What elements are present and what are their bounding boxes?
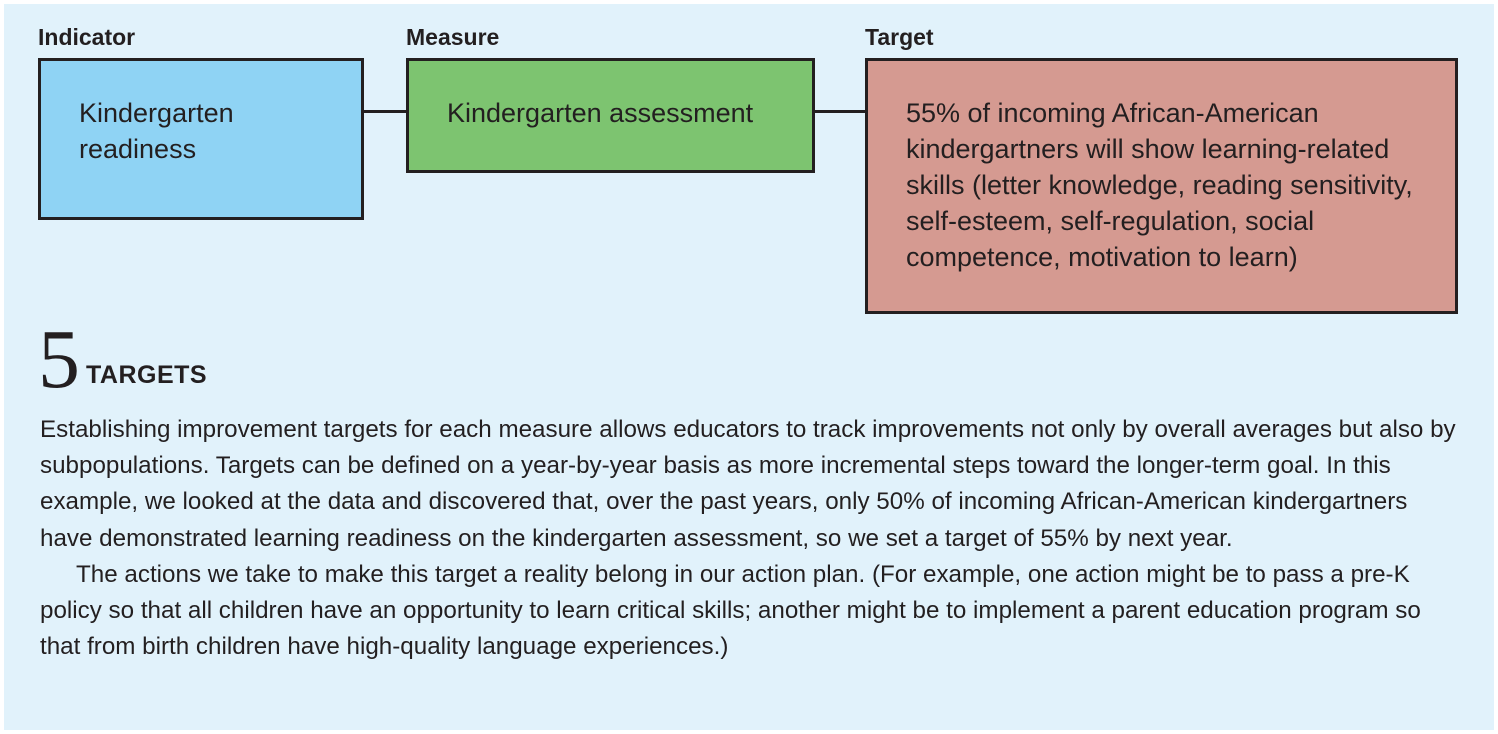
measure-box <box>406 58 815 173</box>
paragraph: Establishing improvement targets for each measure allows educators to track improvements not only by overall averages but also by subpopulations. Targets can be defined on a year-by-year basis as more incremental steps toward the longer-term goal. In this example, we looked at the data and discovered that, over the past years, only 50% of incoming African-American kindergartners have demonstrated learning readiness on the kindergarten assessment, so we set a target of 55% by next year. <box>40 416 1456 552</box>
section-number: 5 <box>38 313 80 406</box>
measure-header: Measure <box>406 24 500 50</box>
connector-line <box>815 110 866 113</box>
section-title: TARGETS <box>86 361 208 389</box>
target-box-text: 55% of incoming African-American kindergartners will show learning-related skills (letter knowledge, reading sensitivity, self-esteem, self-regulation, social competence, motivation to learn) <box>906 98 1413 272</box>
indicator-box <box>38 58 364 220</box>
paragraph: The actions we take to make this target a reality belong in our action plan. (For example, one action might be to pass a pre-K policy so that all children have an opportunity to learn critical skills; another might be to implement a parent education program so that from birth children have high-quality language experiences.) <box>40 560 1421 661</box>
target-header: Target <box>865 24 934 50</box>
indicator-box-text: Kindergarten readiness <box>79 98 234 164</box>
measure-box-text: Kindergarten assessment <box>447 98 754 128</box>
target-box <box>865 58 1458 314</box>
indicator-header: Indicator <box>38 24 136 50</box>
section-body <box>40 412 1460 665</box>
connector-line <box>364 110 407 113</box>
